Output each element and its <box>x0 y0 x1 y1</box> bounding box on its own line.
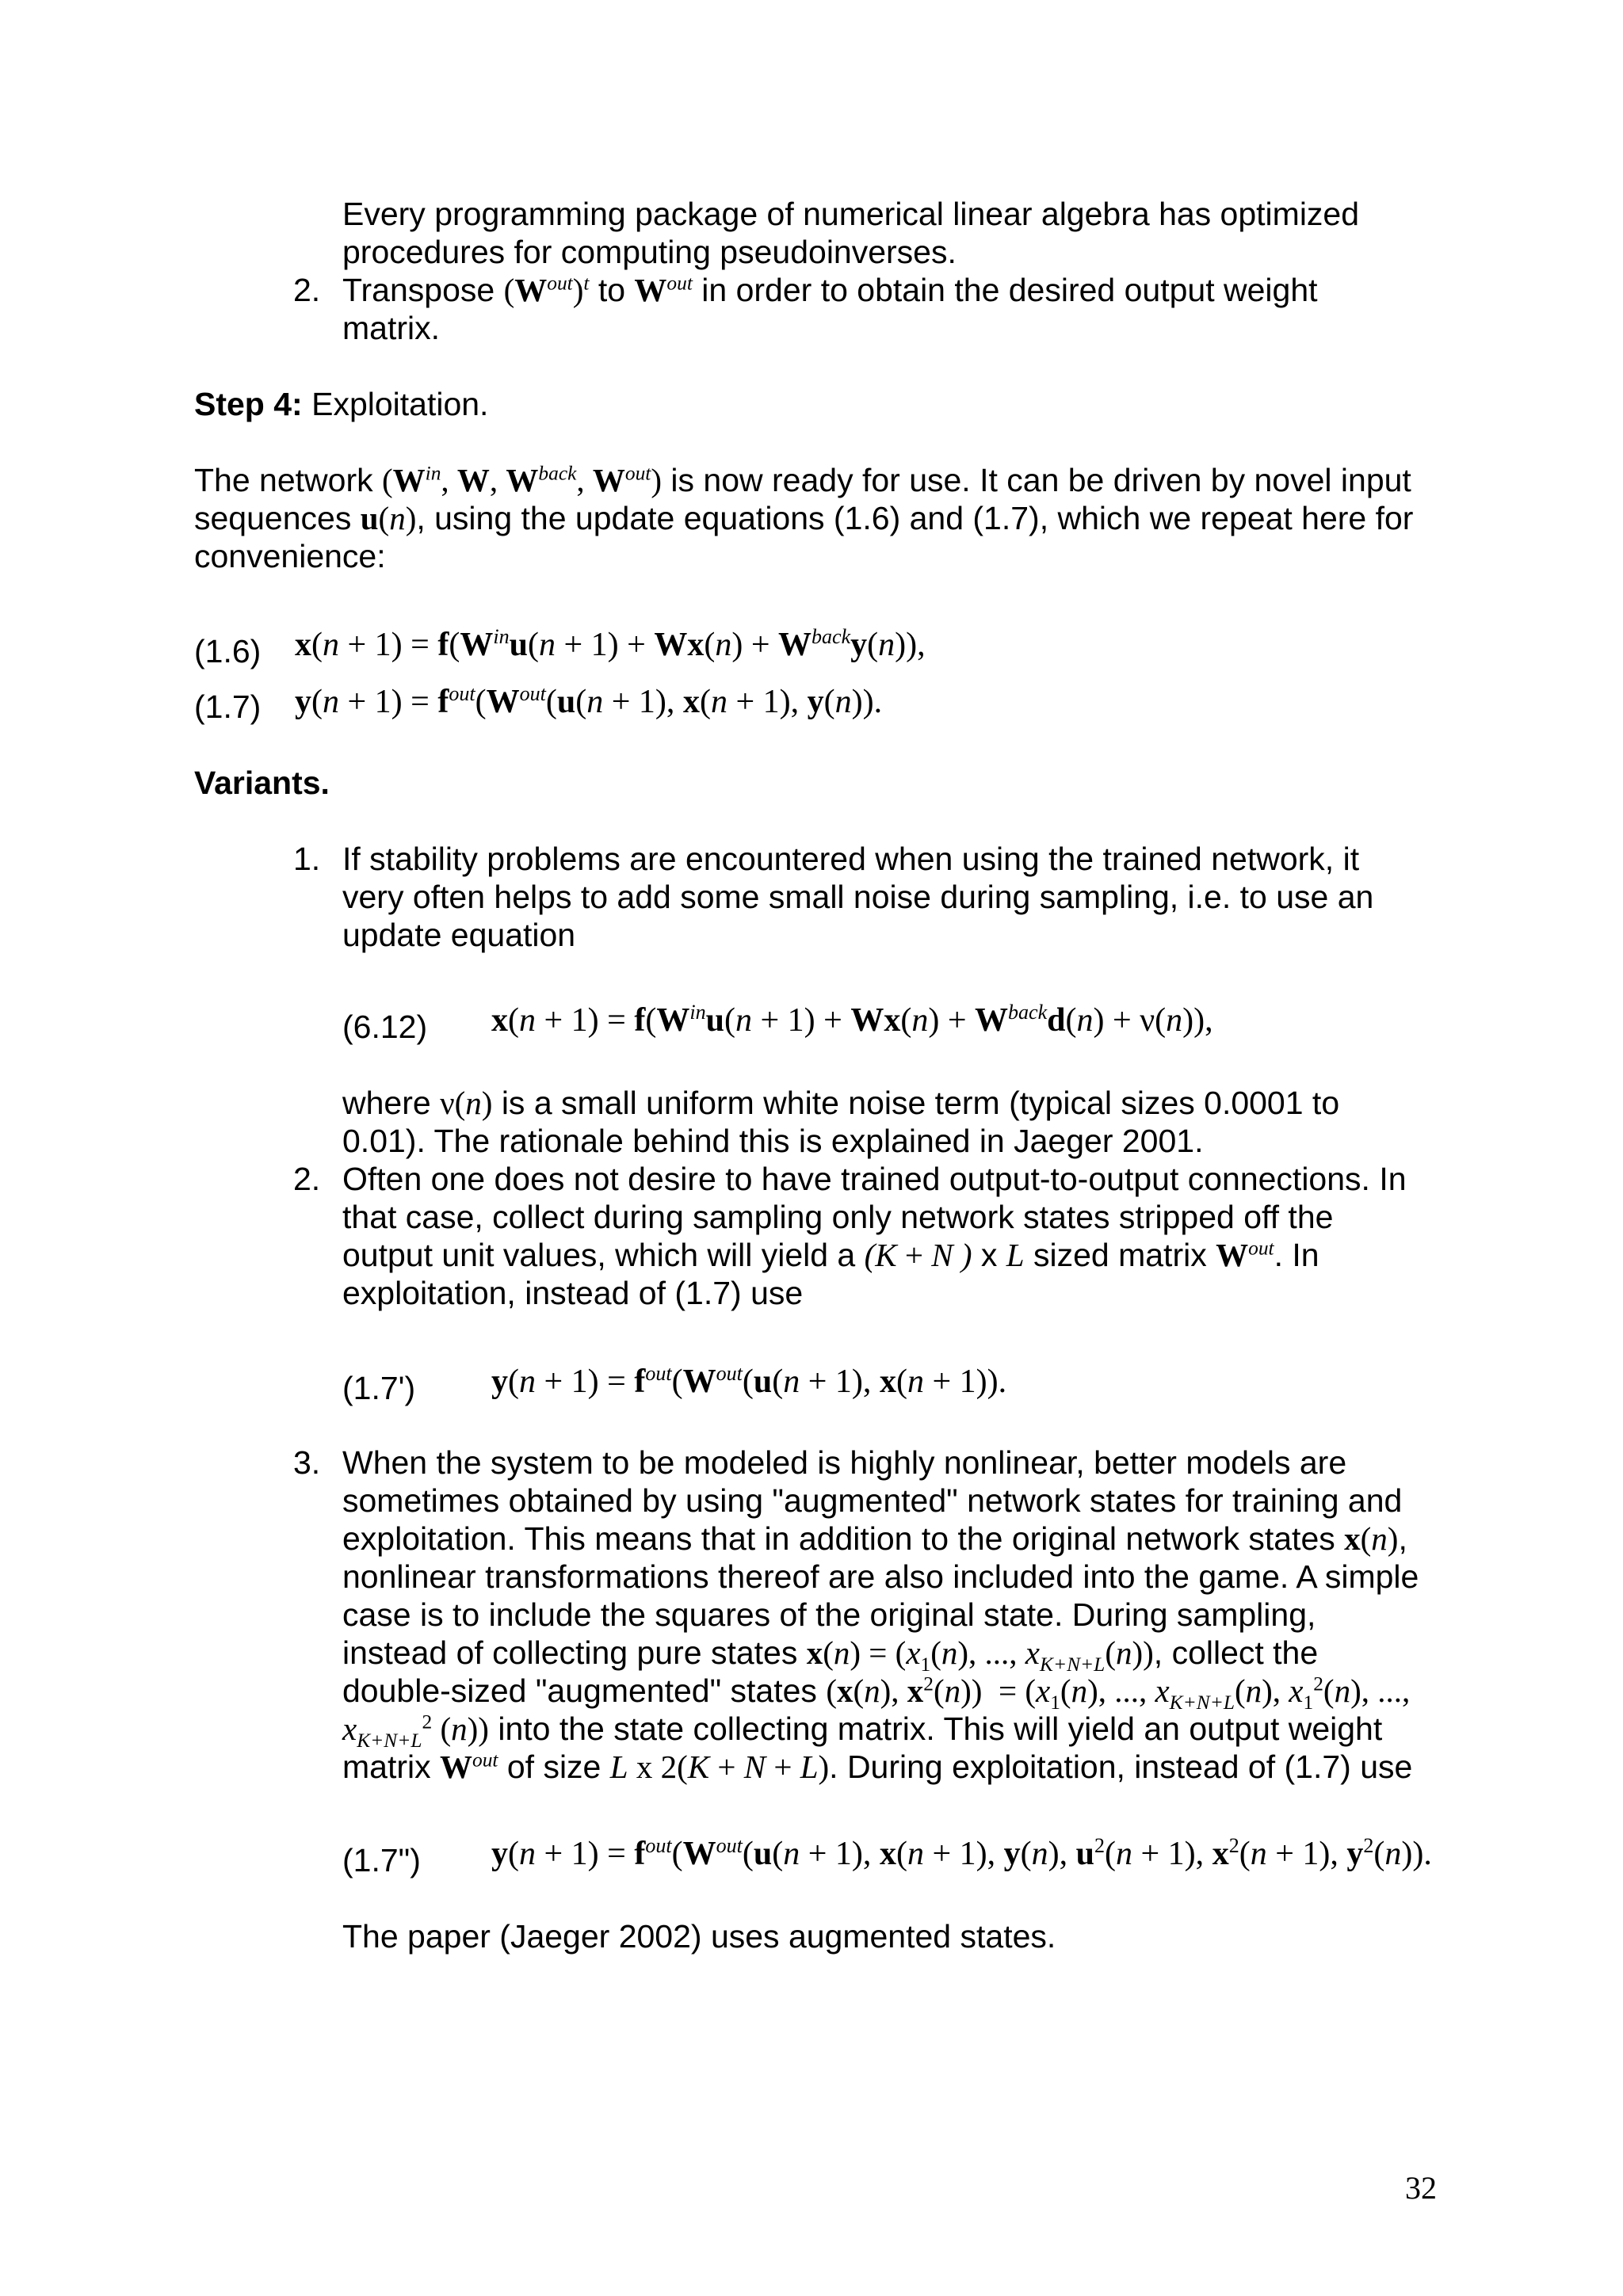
text-line: update equation <box>342 917 576 953</box>
equation-1-7-prime: $y(n + 1) = f^{out}(W^{out}(u(n + 1)$, x(n + 1)). <box>491 1362 1007 1400</box>
text-line: Often one does not desire to have trained output-to-output connections. In <box>342 1161 1407 1197</box>
text-line: exploitation, instead of (1.7) use <box>342 1275 804 1311</box>
text-line: 0.01). The rationale behind this is explained in Jaeger 2001. <box>342 1123 1204 1159</box>
equation-1-7-double-prime: $y(n + 1) = f^{out}(W^{out}(u(n + 1)$, x(n + 1), y(n), $u^2(n + 1)$, $x^2(n + 1)$, $y^2(n)$). <box>491 1834 1432 1872</box>
text-line: $x_{K+N+L}^2$ (n)) into the state collecting matrix. This will yield an output weight <box>342 1711 1383 1753</box>
equation-number: (6.12) <box>342 1009 428 1045</box>
text-line: instead of collecting pure states $x(n) = (x_1(n)$, ..., $x_{K+N+L}(n)$), collect the <box>342 1634 1319 1676</box>
text-line: matrix $W^{out}$ of size L x 2(K + N + L). During exploitation, instead of (1.7) use <box>342 1749 1413 1785</box>
text-line: case is to include the squares of the original state. During sampling, <box>342 1596 1316 1633</box>
text-line: that case, collect during sampling only network states stripped off the <box>342 1199 1334 1235</box>
text-line: convenience: <box>194 538 386 574</box>
list-number: 3. <box>293 1444 321 1481</box>
section-heading: Variants. <box>194 765 330 801</box>
text-line: sequences u(n), using the update equations (1.6) and (1.7), which we repeat here for <box>194 500 1414 536</box>
text-line: Transpose $(W^{out})^t$ to $W^{out}$ in order to obtain the desired output weight <box>342 272 1318 308</box>
list-number: 1. <box>293 841 321 877</box>
step-heading: Step 4: Exploitation. <box>194 386 489 422</box>
text-line: procedures for computing pseudoinverses. <box>342 234 957 270</box>
text-line: When the system to be modeled is highly nonlinear, better models are <box>342 1444 1347 1481</box>
equation-1-7: $y(n + 1) = f^{out}(W^{out}(u(n + 1)$, x(n + 1), y(n)). <box>295 682 883 720</box>
text-line: where ν(n) is a small uniform white noise term (typical sizes 0.0001 to <box>342 1085 1340 1121</box>
list-number: 2. <box>293 1161 321 1197</box>
text-line: If stability problems are encountered when using the trained network, it <box>342 841 1360 877</box>
page-number: 32 <box>1405 2170 1437 2206</box>
text-line: Every programming package of numerical linear algebra has optimized <box>342 196 1360 232</box>
equation-1-6: $x(n + 1) = f(W^{in}u(n + 1) + Wx(n) + W^{back}y(n))$, <box>295 625 926 663</box>
text-line: output unit values, which will yield a (K + N ) x L sized matrix $W^{out}$. In <box>342 1237 1319 1273</box>
equation-6-12: $x(n + 1) = f(W^{in}u(n + 1) + Wx(n) + W^{back}d(n) + \nu(n))$, <box>491 1001 1213 1039</box>
text-line: sometimes obtained by using "augmented" network states for training and <box>342 1482 1403 1519</box>
equation-number: (1.7') <box>342 1370 416 1406</box>
text-line: matrix. <box>342 310 440 346</box>
text-line: double-sized "augmented" states (x(n), $x^2(n)) = (x_1(n)$, ..., $x_{K+N+L}(n)$, $x_1^2(n)$, ..., <box>342 1672 1411 1714</box>
text-line: The paper (Jaeger 2002) uses augmented states. <box>342 1918 1056 1955</box>
equation-number: (1.6) <box>194 633 262 669</box>
text-line: nonlinear transformations thereof are also included into the game. A simple <box>342 1558 1419 1595</box>
text-line: The network ($W^{in}$, W, $W^{back}$, $W^{out}$) is now ready for use. It can be driven by novel input <box>194 462 1411 498</box>
list-number: 2. <box>293 272 321 308</box>
text-line: exploitation. This means that in addition to the original network states x(n), <box>342 1520 1407 1557</box>
equation-number: (1.7) <box>194 688 262 725</box>
text-line: very often helps to add some small noise during sampling, i.e. to use an <box>342 879 1374 915</box>
equation-number: (1.7") <box>342 1842 421 1878</box>
